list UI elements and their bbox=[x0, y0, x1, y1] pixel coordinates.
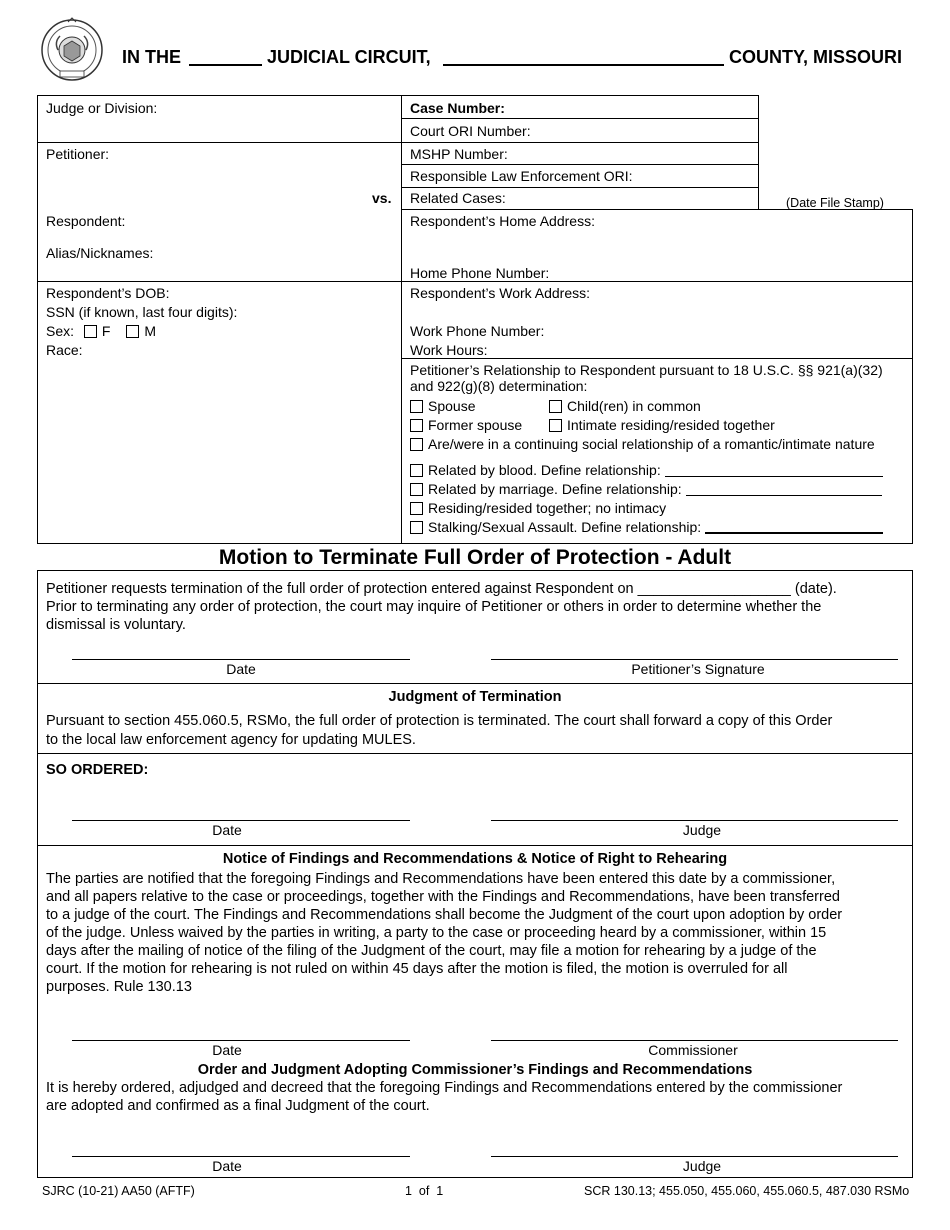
marriage-define-line[interactable] bbox=[686, 495, 882, 496]
petitioner-signature-label: Petitioner’s Signature bbox=[631, 661, 765, 677]
adoption-date-label: Date bbox=[212, 1158, 242, 1174]
option-spouse bbox=[410, 398, 475, 414]
header-judicial-circuit: JUDICIAL CIRCUIT, bbox=[267, 47, 431, 67]
petitioner-label: Petitioner: bbox=[46, 146, 110, 162]
continuing-checkbox[interactable] bbox=[410, 438, 423, 451]
header-county: COUNTY, MISSOURI bbox=[729, 47, 903, 67]
petitioner-signature-line[interactable] bbox=[491, 659, 898, 660]
notice-line-6: court. If the motion for rehearing is not ruled on within 45 days after the motion is filed, the motion is overruled for all bbox=[46, 961, 788, 977]
adoption-heading: Order and Judgment Adopting Commissioner’s Findings and Recommendations bbox=[197, 1062, 753, 1078]
motion-text-line-3: dismissal is voluntary. bbox=[46, 617, 186, 633]
option-stalking bbox=[410, 519, 883, 535]
judgment-text-line-1: Pursuant to section 455.060.5, RSMo, the full order of protection is terminated. The court shall forward a copy of this Order bbox=[46, 713, 833, 729]
form-title: Motion to Terminate Full Order of Protection - Adult bbox=[218, 546, 732, 569]
former-spouse-checkbox[interactable] bbox=[410, 419, 423, 432]
judge-signature-label: Judge bbox=[682, 822, 722, 838]
dob-label: Respondent’s DOB: bbox=[46, 285, 170, 301]
circuit-number-line[interactable] bbox=[189, 64, 262, 66]
sex-m-label: M bbox=[144, 323, 157, 339]
continuing-label: Are/were in a continuing social relationship of a romantic/intimate nature bbox=[428, 436, 875, 452]
motion-date-label: Date bbox=[226, 661, 256, 677]
notice-line-5: days after the mailing of notice of the filing of the Judgment of the court, may file a motion for rehearing by a judge of the bbox=[46, 943, 817, 959]
footer-statutes: SCR 130.13; 455.050, 455.060, 455.060.5, 487.030 RSMo bbox=[584, 1184, 910, 1198]
date-file-stamp-label: (Date File Stamp) bbox=[786, 196, 884, 210]
residing-checkbox[interactable] bbox=[410, 502, 423, 515]
blood-label: Related by blood. Define relationship: bbox=[428, 462, 661, 478]
option-residing bbox=[410, 500, 666, 516]
spouse-label: Spouse bbox=[428, 398, 476, 414]
motion-date-line[interactable] bbox=[72, 659, 410, 660]
footer-page-number: 1 of 1 bbox=[405, 1184, 444, 1198]
adoption-date-line[interactable] bbox=[72, 1156, 410, 1157]
intimate-checkbox[interactable] bbox=[549, 419, 562, 432]
adoption-text-line-1: It is hereby ordered, adjudged and decreed that the foregoing Findings and Recommendations entered by the commissioner bbox=[46, 1080, 843, 1096]
county-name-line[interactable] bbox=[443, 64, 724, 66]
home-phone-label: Home Phone Number: bbox=[410, 265, 550, 281]
header-in-the: IN THE bbox=[122, 47, 182, 67]
related-cases-label: Related Cases: bbox=[410, 190, 506, 206]
sex-f-checkbox[interactable] bbox=[84, 325, 97, 338]
option-former-spouse bbox=[410, 417, 522, 433]
notice-line-3: to a judge of the court. The Findings and Recommendations shall become the Judgment of the court upon adoption by order bbox=[46, 907, 843, 923]
notice-line-2: and all papers relative to the case or proceedings, together with the Findings and Recommendations, have been transferred bbox=[46, 889, 840, 905]
motion-text-line-2: Prior to terminating any order of protection, the court may inquire of Petitioner or others in order to determine whether the bbox=[46, 599, 822, 615]
option-blood bbox=[410, 462, 883, 478]
option-marriage bbox=[410, 481, 882, 497]
marriage-checkbox[interactable] bbox=[410, 483, 423, 496]
work-hours-label: Work Hours: bbox=[410, 342, 488, 358]
sex-f-label: F bbox=[101, 323, 111, 339]
sex-m-checkbox[interactable] bbox=[126, 325, 139, 338]
stalking-label: Stalking/Sexual Assault. Define relationship: bbox=[428, 519, 702, 535]
judgment-heading: Judgment of Termination bbox=[388, 689, 562, 705]
stalking-define-line[interactable] bbox=[705, 532, 883, 534]
blood-define-line[interactable] bbox=[665, 476, 883, 477]
spouse-checkbox[interactable] bbox=[410, 400, 423, 413]
judgment-date-label: Date bbox=[212, 822, 242, 838]
court-ori-label: Court ORI Number: bbox=[410, 123, 531, 139]
sex-label: Sex: bbox=[46, 323, 75, 339]
motion-text-line-1: Petitioner requests termination of the full order of protection entered against Respondent on ___________________ (date). bbox=[46, 581, 837, 597]
race-label: Race: bbox=[46, 342, 83, 358]
judge-signature-line[interactable] bbox=[491, 820, 898, 821]
adoption-judge-signature-line[interactable] bbox=[491, 1156, 898, 1157]
intimate-label: Intimate residing/resided together bbox=[567, 417, 775, 433]
home-address-label: Respondent’s Home Address: bbox=[410, 213, 595, 229]
relationship-intro-line-1: Petitioner’s Relationship to Respondent pursuant to 18 U.S.C. §§ 921(a)(32) bbox=[410, 362, 883, 378]
stalking-checkbox[interactable] bbox=[410, 521, 423, 534]
notice-heading: Notice of Findings and Recommendations & Notice of Right to Rehearing bbox=[222, 851, 728, 867]
option-children bbox=[549, 398, 701, 414]
judgment-date-line[interactable] bbox=[72, 820, 410, 821]
option-continuing bbox=[410, 436, 875, 452]
mshp-label: MSHP Number: bbox=[410, 146, 508, 162]
blood-checkbox[interactable] bbox=[410, 464, 423, 477]
so-ordered-label: SO ORDERED: bbox=[46, 762, 149, 778]
law-enforcement-ori-label: Responsible Law Enforcement ORI: bbox=[410, 168, 633, 184]
commissioner-signature-line[interactable] bbox=[491, 1040, 898, 1041]
option-intimate bbox=[549, 417, 775, 433]
adoption-judge-signature-label: Judge bbox=[682, 1158, 722, 1174]
notice-line-4: of the judge. Unless waived by the parties in writing, a party to the case or proceeding heard by a commissioner, within 15 bbox=[46, 925, 827, 941]
notice-date-line[interactable] bbox=[72, 1040, 410, 1041]
relationship-intro-line-2: and 922(g)(8) determination: bbox=[410, 378, 588, 394]
judgment-text-line-2: to the local law enforcement agency for updating MULES. bbox=[46, 732, 416, 748]
footer-form-id: SJRC (10-21) AA50 (AFTF) bbox=[42, 1184, 195, 1198]
missouri-state-seal bbox=[38, 14, 106, 82]
notice-line-1: The parties are notified that the foregoing Findings and Recommendations have been entered this date by a commissioner, bbox=[46, 871, 836, 887]
alias-label: Alias/Nicknames: bbox=[46, 245, 154, 261]
case-number-label: Case Number: bbox=[410, 100, 505, 116]
children-label: Child(ren) in common bbox=[567, 398, 701, 414]
judge-division-label: Judge or Division: bbox=[46, 100, 158, 116]
vs-label: vs. bbox=[372, 190, 392, 206]
work-phone-label: Work Phone Number: bbox=[410, 323, 545, 339]
ssn-label: SSN (if known, last four digits): bbox=[46, 304, 238, 320]
residing-label: Residing/resided together; no intimacy bbox=[428, 500, 667, 516]
respondent-label: Respondent: bbox=[46, 213, 126, 229]
notice-line-7: purposes. Rule 130.13 bbox=[46, 979, 192, 995]
adoption-text-line-2: are adopted and confirmed as a final Judgment of the court. bbox=[46, 1098, 430, 1114]
sex-field bbox=[46, 323, 156, 339]
notice-date-label: Date bbox=[212, 1042, 242, 1058]
marriage-label: Related by marriage. Define relationship: bbox=[428, 481, 682, 497]
children-checkbox[interactable] bbox=[549, 400, 562, 413]
former-spouse-label: Former spouse bbox=[428, 417, 523, 433]
commissioner-signature-label: Commissioner bbox=[648, 1042, 738, 1058]
work-address-label: Respondent’s Work Address: bbox=[410, 285, 591, 301]
